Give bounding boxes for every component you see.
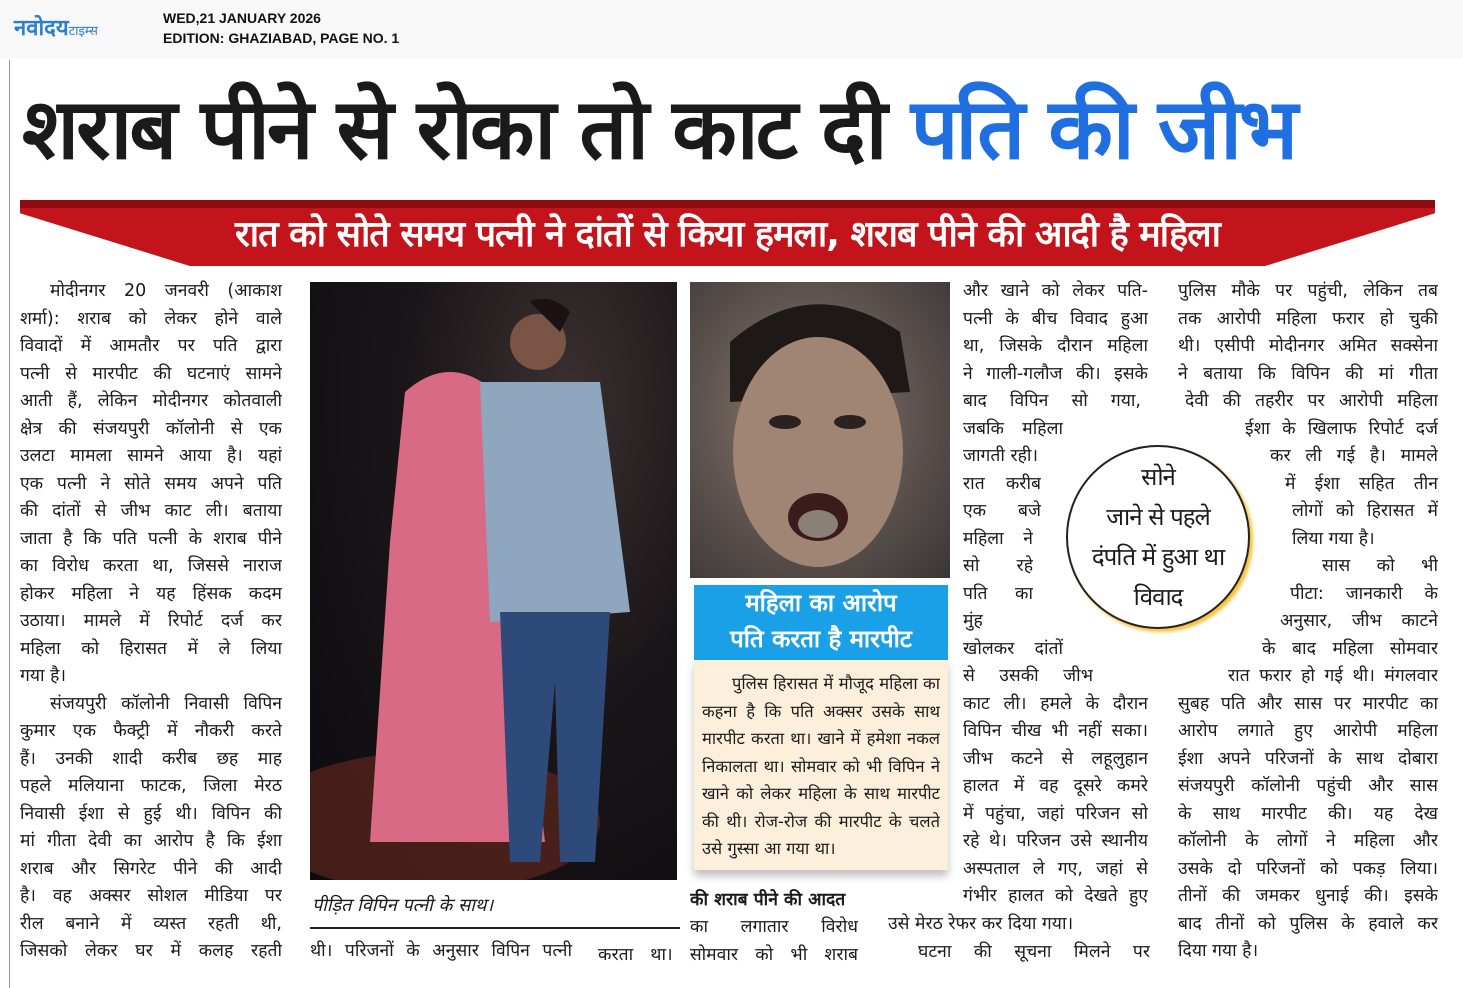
text-line: विवादों में आमतौर पर पति द्वारा [20, 336, 282, 356]
headline-black: शराब पीने से रोका तो काट दी [22, 80, 911, 178]
text-line: जीभ कटने से लहूलुहान [963, 748, 1148, 769]
box-text-line: मारपीट करता था। खाने में हमेशा नकल [702, 729, 940, 748]
text-line: निवासी ईशा से हुई थी। विपिन की [20, 803, 282, 824]
photo-caption: पीड़ित विपिन पत्नी के साथ। [312, 895, 494, 916]
pull-quote-line: सोने [1141, 463, 1175, 491]
text-line: ईशा अपने परिजनों के साथ दोबारा [1178, 748, 1438, 769]
text-line: ने बताया कि विपिन की मां गीता [1178, 363, 1438, 384]
text-line: घटना की सूचना मिलने पर [918, 942, 1150, 962]
box-title-line-2: पति करता है मारपीट [730, 625, 912, 653]
pull-quote [1066, 445, 1250, 629]
issue-date: WED,21 JANUARY 2026 [163, 10, 321, 26]
text-line: रील बनाने में व्यस्त रहती थी, [20, 913, 282, 934]
box-text-line: पुलिस हिरासत में मौजूद महिला का [732, 674, 940, 693]
text-line: रात फरार हो गई थी। मंगलवार [1228, 666, 1438, 686]
text-line: लिया गया है। [1292, 528, 1375, 549]
text-line: का लगातार विरोध [690, 917, 858, 937]
text-line: हालत में वह दूसरे कमरे [963, 776, 1148, 796]
text-line: बाद तीनों को पुलिस के हवाले कर [1178, 913, 1438, 934]
text-line: अस्पताल ले गए, जहां से [963, 858, 1148, 879]
text-line: मुंह [963, 611, 983, 631]
text-line: महिला ने [963, 528, 1033, 549]
text-line: करता था। सोमवार को भी शराब [598, 945, 858, 965]
box-text-line: निकालता था। सोमवार को भी विपिन ने [702, 756, 940, 776]
logo-text: नवोदय [14, 16, 69, 41]
text-line: एक पत्नी ने सोते समय अपने पति [20, 473, 282, 494]
text-line: संजयपुरी कॉलोनी पहुंची और सास [1178, 776, 1438, 796]
text-line: क्षेत्र की संजयपुरी कॉलोनी से एक [20, 418, 282, 439]
text-line: कुमार एक फैक्ट्री में नौकरी करते [20, 721, 282, 741]
text-line: आरोप लगाते हुए आरोपी महिला [1178, 721, 1438, 741]
headline [22, 74, 1442, 184]
text-line: और खाने को लेकर पति- [963, 281, 1148, 301]
text-line: गंभीर हालत को देखते हुए [963, 886, 1148, 906]
text-line: उलटा मामला सामने आया है। यहां [20, 446, 282, 466]
text-line: एक बजे [963, 501, 1041, 521]
box-text-line: की थी। रोज-रोज की मारपीट के चलते [702, 811, 940, 831]
text-line: जबकि महिला [963, 418, 1063, 439]
text-line: मां गीता देवी का आरोप है कि ईशा [20, 831, 282, 851]
pull-quote-line: दंपति में हुआ था [1091, 543, 1225, 571]
headline-blue: पति की जीभ [910, 80, 1296, 178]
pull-quote-line: विवाद [1133, 583, 1183, 611]
logo-suffix: टाइम्स [68, 24, 98, 39]
text-line: पति का [963, 583, 1033, 604]
text-line: ने गाली-गलौज की। इसके [963, 363, 1148, 384]
photo-injured-man [690, 282, 950, 578]
text-line: था, जिसके दौरान महिला [963, 336, 1148, 356]
edition-info: EDITION: GHAZIABAD, PAGE NO. 1 [163, 30, 400, 46]
text-line: आती हैं, लेकिन मोदीनगर कोतवाली [20, 391, 282, 411]
text-line: महिला को हिरासत में ले लिया [20, 638, 282, 659]
sidebar-box-title [694, 585, 948, 660]
text-line: सो रहे [963, 556, 1033, 576]
text-line: उसके दो परिजनों को पकड़ लिया। [1178, 858, 1438, 879]
text-line: विपिन चीख भी नहीं सका। [963, 721, 1148, 741]
text-line: पहले मलियाना फाटक, जिला मेरठ [20, 776, 282, 796]
subheadline-text: रात को सोते समय पत्नी ने दांतों से किया हमला, शराब पीने की आदी है महिला [235, 214, 1220, 255]
text-line: के साथ मारपीट की। यह देख [1178, 803, 1438, 824]
text-line: बाद विपिन सो गया, [963, 391, 1141, 411]
text-line: पुलिस मौके पर पहुंची, लेकिन तब [1178, 281, 1438, 301]
text-line: तक आरोपी महिला फरार हो चुकी [1178, 308, 1438, 329]
text-line: होकर महिला ने यह हिंसक कदम [20, 583, 282, 604]
text-line: से उसकी जीभ [963, 666, 1093, 686]
text-line: रात करीब [963, 473, 1041, 494]
text-line: शराब और सिगरेट पीने की आदी [20, 858, 282, 879]
sidebar-box-body [694, 660, 948, 870]
column-2-text: थी। परिजनों के अनुसार विपिन पत्नी [310, 941, 572, 961]
text-line: पत्नी के बीच विवाद हुआ [963, 308, 1148, 329]
text-line: अनुसार, जीभ काटने [1280, 611, 1438, 631]
text-line: गया है। [20, 666, 67, 686]
box-text-line: उसे गुस्सा आ गया था। [702, 839, 836, 858]
text-line: थी। एसीपी मोदीनगर अमित सक्सेना [1178, 336, 1438, 356]
text-line: हैं। उनकी शादी करीब छह माह [20, 748, 282, 769]
text-line: है। वह अक्सर सोशल मीडिया पर [20, 886, 282, 906]
text-line: काट ली। हमले के दौरान [963, 693, 1148, 714]
text-line: जिसको लेकर घर में कलह रहती [20, 941, 282, 961]
box-text-line: कहना है कि पति अक्सर उसके साथ [702, 701, 940, 721]
newspaper-logo[interactable] [14, 12, 98, 42]
page-border [9, 60, 10, 988]
text-line: पत्नी से मारपीट की घटनाएं सामने [20, 363, 282, 384]
box-title-line-1: महिला का आरोप [745, 589, 897, 617]
text-line: दिया गया है। [1178, 941, 1259, 961]
text-line: मोदीनगर 20 जनवरी (आकाश [50, 281, 282, 301]
text-line: में पहुंचा, जहां परिजन सो [963, 803, 1148, 824]
pull-quote-line: जाने से पहले [1106, 503, 1210, 531]
text-line: रहे थे। परिजन उसे स्थानीय [963, 831, 1148, 851]
text-line: उसे मेरठ रेफर कर दिया गया। [888, 914, 1074, 934]
text-line: की दांतों से जीभ काट ली। बताया [20, 501, 282, 521]
caption-divider [310, 927, 680, 929]
text-line: तीनों की जमकर धुनाई की। इसके [1178, 886, 1438, 906]
top-bar [0, 0, 1463, 58]
text-line: में ईशा सहित तीन [1285, 473, 1438, 494]
text-line: कर ली गई है। मामले [1270, 446, 1438, 466]
text-line: का विरोध करता था, जिससे नाराज [20, 556, 282, 576]
text-line: की शराब पीने की आदत [690, 890, 846, 910]
text-line: देवी की तहरीर पर आरोपी महिला [1185, 391, 1438, 411]
text-line: उठाया। मामले में रिपोर्ट दर्ज कर [20, 611, 282, 631]
photo-couple [310, 282, 677, 880]
text-line: कॉलोनी के लोगों ने महिला और [1178, 831, 1438, 851]
text-line: जाता है कि पति पत्नी के शराब पीने [20, 528, 282, 549]
text-line: सास को भी [1322, 556, 1438, 576]
text-line: संजयपुरी कॉलोनी निवासी विपिन [50, 693, 282, 714]
text-line: लोगों को हिरासत में [1292, 501, 1438, 521]
text-line: के बाद महिला सोमवार [1262, 638, 1438, 659]
text-line: ईशा के खिलाफ रिपोर्ट दर्ज [1245, 418, 1438, 439]
text-line: शर्मा): शराब को लेकर होने वाले [20, 308, 282, 329]
text-line: सुबह पति और सास पर मारपीट का [1178, 693, 1438, 714]
text-line: पीटा: जानकारी के [1290, 583, 1438, 604]
text-line: खोलकर दांतों [963, 638, 1063, 659]
subheadline-banner [20, 200, 1435, 266]
box-text-line: खाने को लेकर महिला के साथ मारपीट [702, 784, 940, 803]
text-line: जागती रही। [963, 446, 1039, 466]
